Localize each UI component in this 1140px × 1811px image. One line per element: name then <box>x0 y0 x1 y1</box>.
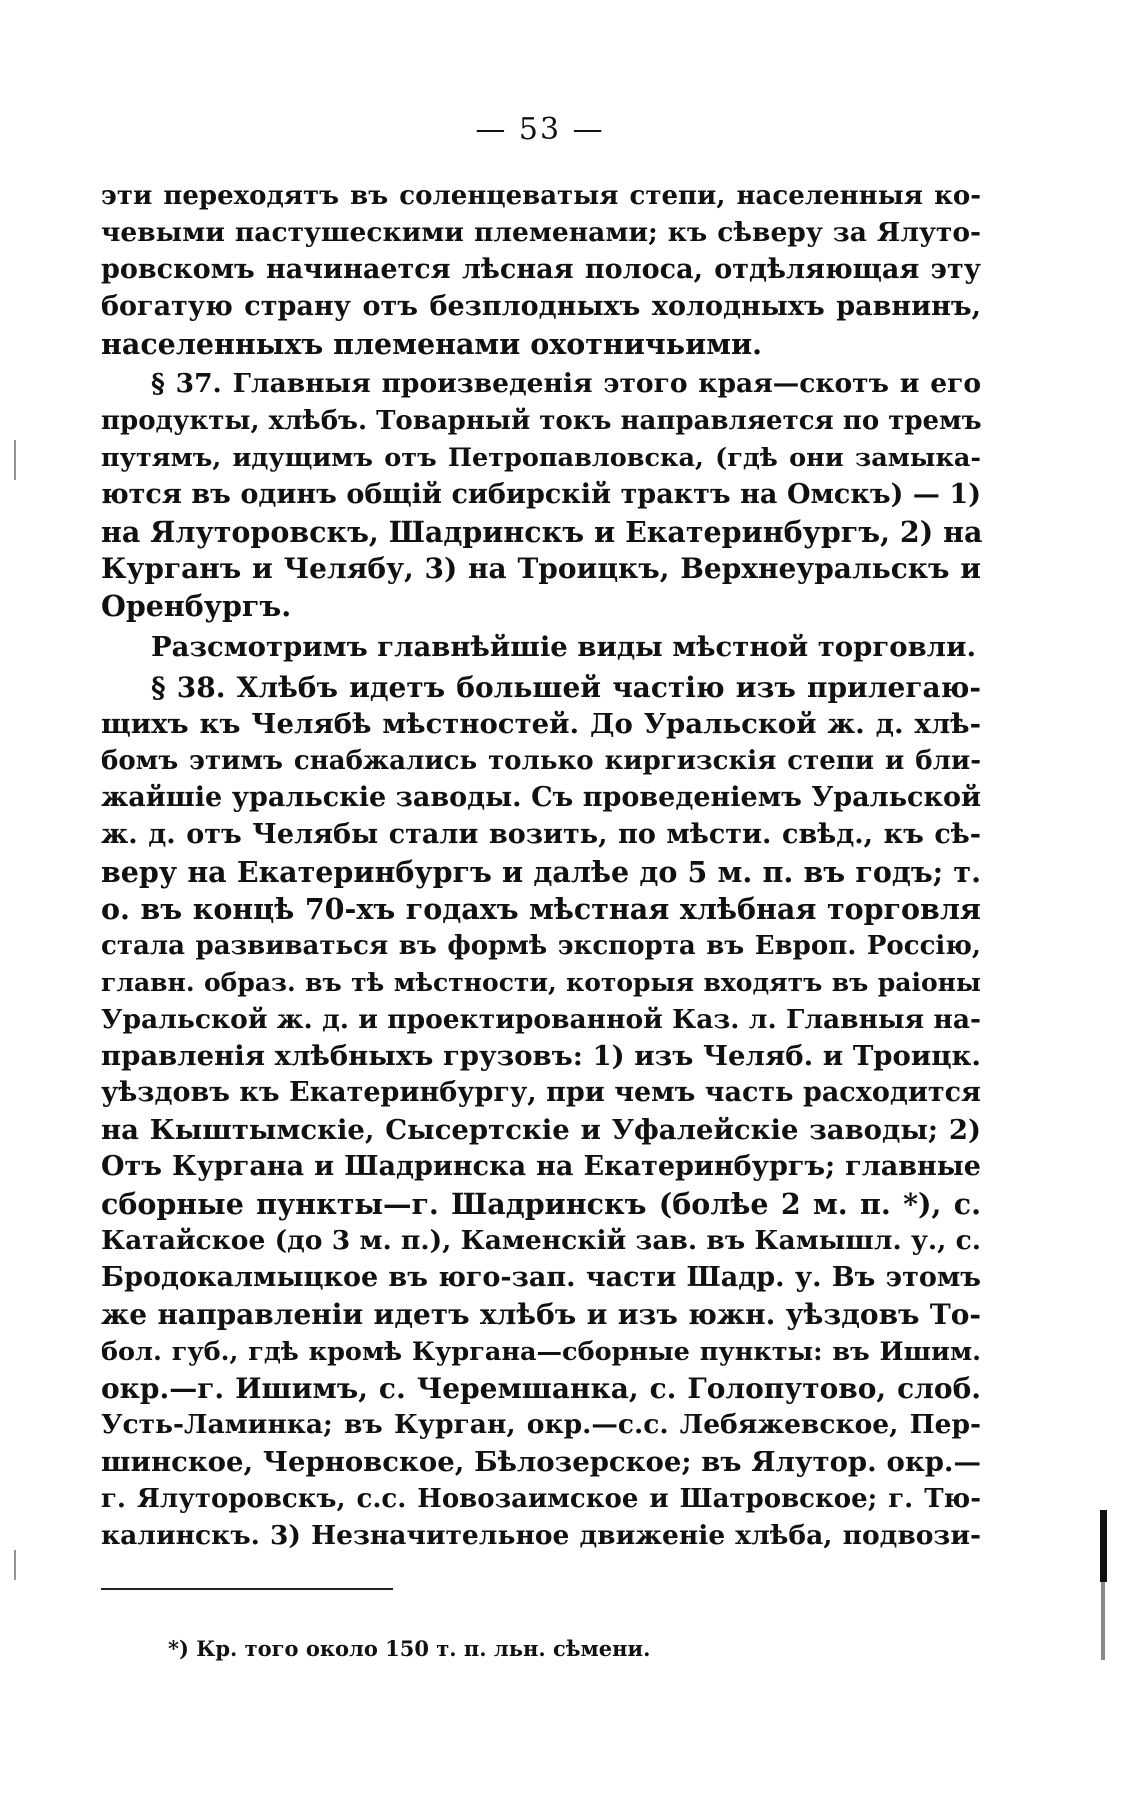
text-line: веру на Екатеринбургъ и далѣе до 5 м. п. въ годъ; т. <box>101 855 981 890</box>
text-line: § 37. Главныя произведенія этого края—скотъ и его <box>151 368 981 400</box>
scan-mark <box>14 1550 16 1580</box>
footnote-rule <box>101 1588 393 1590</box>
text-line: шинское, Черновское, Бѣлозерское; въ Ялутор. окр.— <box>101 1446 981 1479</box>
text-line: богатую страну отъ безплодныхъ холодныхъ равнинъ, <box>101 290 981 322</box>
text-line: Курганъ и Челябу, 3) на Троицкъ, Верхнеуральскъ и <box>101 551 981 585</box>
text-line: путямъ, идущимъ отъ Петропавловска, (гдѣ они замыка- <box>101 443 981 474</box>
text-line: продукты, хлѣбъ. Товарный токъ направляется по тремъ <box>101 406 982 437</box>
text-line: Разсмотримъ главнѣйшіе виды мѣстной торговли. <box>151 630 977 663</box>
text-line: ровскомъ начинается лѣсная полоса, отдѣляющая эту <box>101 253 981 285</box>
text-line: о. въ концѣ 70-хъ годахъ мѣстная хлѣбная торговля <box>101 891 981 926</box>
scan-mark <box>14 440 16 480</box>
text-line: бомъ этимъ снабжались только киргизскія степи и бли- <box>101 746 981 777</box>
text-line: Уральской ж. д. и проектированной Каз. л. Главныя на- <box>101 1003 981 1035</box>
body-text <box>101 178 981 1555</box>
footnote: *) Кр. того около 150 т. п. льн. сѣмени. <box>168 1636 651 1661</box>
text-line: уѣздовъ къ Екатеринбургу, при чемъ часть расходится <box>101 1077 981 1109</box>
page-number: — 53 — <box>475 112 605 147</box>
text-line: Усть-Ламинка; въ Курган, окр.—с.с. Лебяжевское, Пер- <box>101 1409 981 1441</box>
text-line: окр.—г. Ишимъ, с. Черемшанка, с. Голопутово, слоб. <box>101 1371 981 1405</box>
text-line: на Ялуторовскъ, Шадринскъ и Екатеринбургъ, 2) на <box>101 515 983 550</box>
text-line: жайшіе уральскіе заводы. Съ проведеніемъ Уральской <box>101 782 981 814</box>
text-line: Катайское (до 3 м. п.), Каменскій зав. въ Камышл. у., с. <box>101 1224 981 1256</box>
text-line: стала развиваться въ формѣ экспорта въ Европ. Россію, <box>101 930 981 961</box>
text-line: же направленіи идетъ хлѣбъ и изъ южн. уѣздовъ То- <box>101 1297 981 1331</box>
text-line: на Кыштымскіе, Сысертскіе и Уфалейскіе заводы; 2) <box>101 1114 981 1147</box>
text-line: сборные пункты—г. Шадринскъ (болѣе 2 м. п. *), с. <box>101 1187 981 1222</box>
text-line: ются въ одинъ общій сибирскій трактъ на Омскъ) — 1) <box>101 479 981 511</box>
text-line: бол. губ., гдѣ кромѣ Кургана—сборные пункты: въ Ишим. <box>101 1336 981 1367</box>
text-line: эти переходятъ въ соленцеватыя степи, населенныя ко- <box>101 181 981 211</box>
text-line: Бродокалмыцкое въ юго-зап. части Шадр. у. Въ этомъ <box>101 1261 981 1293</box>
text-line: щихъ къ Челябѣ мѣстностей. До Уральской ж. д. хлѣ- <box>101 708 981 741</box>
text-line: калинскъ. 3) Незначительное движеніе хлѣба, подвози- <box>101 1520 981 1552</box>
text-line: Оренбургъ. <box>101 588 292 623</box>
text-line: чевыми пастушескими племенами; къ сѣверу за Ялуто- <box>101 216 981 248</box>
text-line: Отъ Кургана и Шадринска на Екатеринбургъ; главные <box>101 1151 981 1183</box>
scan-mark <box>1101 1540 1105 1660</box>
text-line: г. Ялуторовскъ, с.с. Новозаимское и Шатровское; г. Тю- <box>101 1484 981 1515</box>
text-line: главн. образ. въ тѣ мѣстности, которыя входятъ въ раіоны <box>101 967 981 997</box>
text-line: населенныхъ племенами охотничьими. <box>101 326 763 361</box>
text-line: ж. д. отъ Челябы стали возить, по мѣсти. свѣд., къ сѣ- <box>101 819 981 851</box>
text-line: § 38. Хлѣбъ идетъ большей частію изъ прилегаю- <box>151 670 981 704</box>
text-line: правленія хлѣбныхъ грузовъ: 1) изъ Челяб. и Троицк. <box>101 1040 981 1073</box>
